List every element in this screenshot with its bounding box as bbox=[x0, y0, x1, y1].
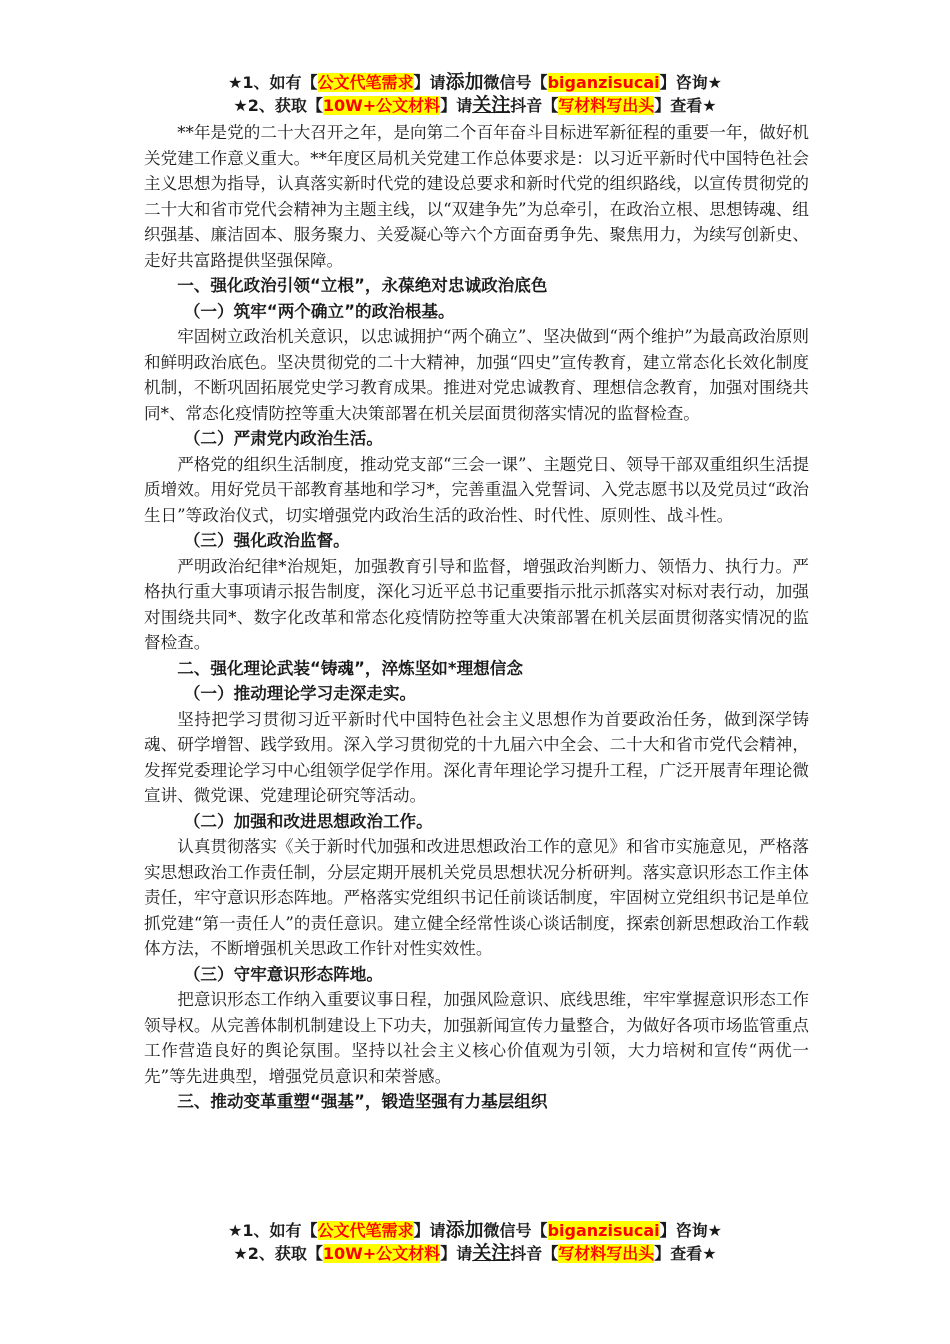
paragraph: 牢固树立政治机关意识，以忠诚拥护“两个确立”、坚决做到“两个维护”为最高政治原则和鲜明政治底色。坚决贯彻党的二十大精神，加强“四史”宣传教育，建立常态化长效化制度机制，不断巩固拓展党史学习教育成果。推进对党忠诚教育、理想信念教育，加强对围绕共同*、常态化疫情防控等重大决策部署在机关层面贯彻落实情况的监督检查。 bbox=[144, 327, 809, 423]
highlight-tag: 10W+公文材料 bbox=[322, 96, 441, 115]
subsection-heading: （一）筑牢“两个确立”的政治根基。 bbox=[183, 301, 455, 321]
douyin-id: 写材料写出头 bbox=[558, 1244, 655, 1263]
highlight-tag: 公文代笔需求 bbox=[317, 73, 414, 92]
douyin-id: 写材料写出头 bbox=[558, 96, 655, 115]
paragraph: 认真贯彻落实《关于新时代加强和改进思想政治工作的意见》和省市实施意见，严格落实思想政治工作责任制，分层定期开展机关党员思想状况分析研判。落实意识形态工作主体责任，牢守意识形态阵地。严格落实党组织书记任前谈话制度，牢固树立党组织书记是单位抓党建“第一责任人”的责任意识。建立健全经常性谈心谈话制度，探索创新思想政治工作载体方法，不断增强机关思政工作针对性实效性。 bbox=[144, 837, 809, 958]
subsection-heading: （三）守牢意识形态阵地。 bbox=[183, 964, 383, 984]
section-heading-2: 二、强化理论武装“铸魂”，淬炼坚如*理想信念 bbox=[177, 658, 523, 678]
document-body bbox=[144, 120, 809, 1115]
subsection-heading: （二）加强和改进思想政治工作。 bbox=[183, 811, 433, 831]
promo-banner-bottom-2: ★2、获取【10W+公文材料】请关注抖音【写材料写出头】查看★ bbox=[233, 1242, 717, 1264]
subsection-heading: （二）严肃党内政治生活。 bbox=[183, 429, 383, 448]
paragraph: 严格党的组织生活制度，推动党支部“三会一课”、主题党日、领导干部双重组织生活提质增效。用好党员干部教育基地和学习*，完善重温入党誓词、入党志愿书以及党员过“政治生日”等政治仪式，切实增强党内政治生活的政治性、时代性、原则性、战斗性。 bbox=[144, 454, 809, 525]
wechat-id: biganzisucai bbox=[547, 1221, 660, 1240]
subsection-heading: （三）强化政治监督。 bbox=[183, 531, 350, 550]
section-heading-3: 三、推动变革重塑“强基”，锻造坚强有力基层组织 bbox=[177, 1092, 548, 1111]
section-heading-1: 一、强化政治引领“立根”，永葆绝对忠诚政治底色 bbox=[177, 276, 548, 295]
promo-banner-top-2: ★2、获取【10W+公文材料】请关注抖音【写材料写出头】查看★ bbox=[233, 94, 717, 116]
paragraph: 严明政治纪律*治规矩，加强教育引导和监督，增强政治判断力、领悟力、执行力。严格执行重大事项请示报告制度，深化习近平总书记重要指示批示抓落实对标对表行动，加强对围绕共同*、数字化改革和常态化疫情防控等重大决策部署在机关层面贯彻落实情况的监督检查。 bbox=[144, 556, 809, 652]
promo-banner-top-1: ★1、如有【公文代笔需求】请添加微信号【biganzisucai】咨询★ bbox=[228, 71, 722, 93]
highlight-tag: 公文代笔需求 bbox=[317, 1221, 414, 1240]
intro-paragraph: **年是党的二十大召开之年，是向第二个百年奋斗目标进军新征程的重要一年，做好机关党建工作意义重大。**年度区局机关党建工作总体要求是：以习近平新时代中国特色社会主义思想为指导，认真落实新时代党的建设总要求和新时代党的组织路线，以宣传贯彻党的二十大和省市党代会精神为主题主线，以“双建争先”为总牵引，在政治立根、思想铸魂、组织强基、廉洁固本、服务聚力、关爱凝心等六个方面奋勇争先、聚焦用力，为续写创新史、走好共富路提供坚强保障。 bbox=[144, 123, 809, 270]
wechat-id: biganzisucai bbox=[547, 73, 660, 92]
paragraph: 把意识形态工作纳入重要议事日程，加强风险意识、底线思维，牢牢掌握意识形态工作领导权。从完善体制机制建设上下功夫，加强新闻宣传力量整合，为做好各项市场监管重点工作营造良好的舆论氛围。坚持以社会主义核心价值观为引领，大力培树和宣传“两优一先”等先进典型，增强党员意识和荣誉感。 bbox=[144, 990, 809, 1086]
highlight-tag: 10W+公文材料 bbox=[322, 1244, 441, 1263]
promo-banner-bottom-1: ★1、如有【公文代笔需求】请添加微信号【biganzisucai】咨询★ bbox=[228, 1219, 722, 1241]
subsection-heading: （一）推动理论学习走深走实。 bbox=[183, 684, 417, 703]
paragraph: 坚持把学习贯彻习近平新时代中国特色社会主义思想作为首要政治任务，做到深学铸魂、研学增智、践学致用。深入学习贯彻党的十九届六中全会、二十大和省市党代会精神，发挥党委理论学习中心组领学促学作用。深化青年理论学习提升工程，广泛开展青年理论微宣讲、微党课、党建理论研究等活动。 bbox=[144, 709, 809, 805]
